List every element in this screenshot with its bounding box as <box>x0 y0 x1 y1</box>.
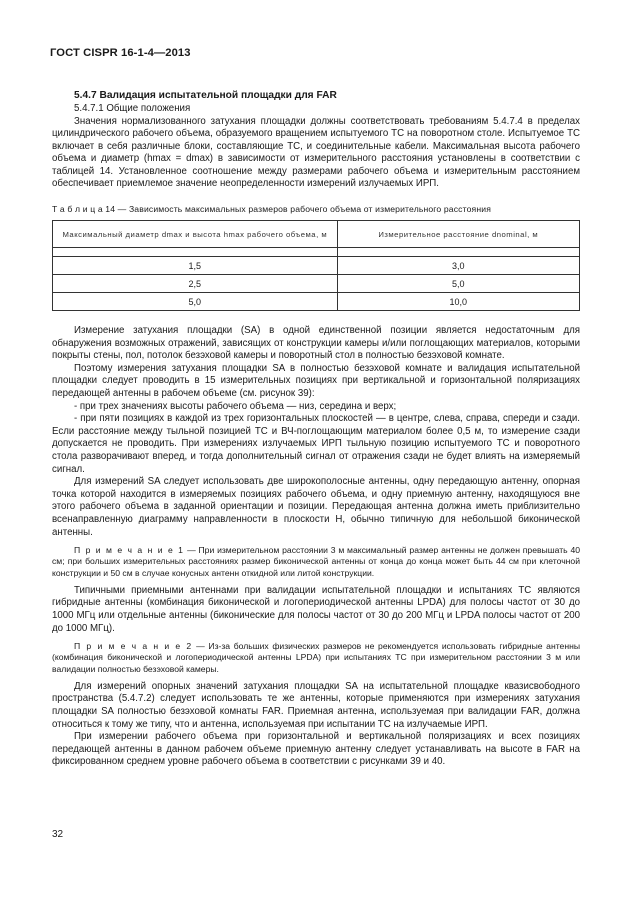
table-cell-diameter: 5,0 <box>53 293 338 311</box>
paragraph-antennas: Для измерений SA следует использовать две широкополосные антенны, одну передающую антенну, опорная точка которой находится в измеряемых позициях рабочего объема, и одну приемную антенну, находящуюся вне этого рабочего объема в заданной ориентации и позиции. Передающая антенна должна иметь приблизительно всенаправленную диаграмму направленности в плоскости H, обычно типичную для небольшой биконической антенны. <box>52 476 580 538</box>
note-2-label: П р и м е ч а н и е 2 <box>74 641 193 652</box>
table-gap-row <box>53 248 580 257</box>
subsection-title: 5.4.7.1 Общие положения <box>74 103 191 114</box>
spacer <box>52 80 580 89</box>
bullet-positions: - при пяти позициях в каждой из трех горизонтальных плоскостей — в центре, слева, справа, спереди и сзади. Если расстояние между тыльной позицией ТС и ВЧ-поглощающим материалом более 0,5 м, то измерение сзади допускается не проводить. При измерениях излучаемых ИРП тыльную позицию испытуемого ТС и поворотного стола разворачивают вперед, и тогда дополнительный сигнал от отражения сзади не будет влиять на измеряемый сигнал. <box>52 413 580 475</box>
table-header-distance: Измерительное расстояние dnominal, м <box>337 221 579 248</box>
table-cell-distance: 10,0 <box>337 293 579 311</box>
table-caption: Т а б л и ц а 14 — Зависимость максимальных размеров рабочего объема от измерительного расстояния <box>52 204 491 215</box>
table-cell-diameter: 1,5 <box>53 257 338 275</box>
note-1-label: П р и м е ч а н и е 1 <box>74 545 185 556</box>
paragraph-sa-15-positions: Поэтому измерения затухания площадки SA в полностью безэховой комнате и валидация испытательной площадки следует проводить в 15 измерительных позициях при вертикальной и горизонтальной поляризациях передающей антенны в рабочем объеме (см. рисунок 39): <box>52 362 580 400</box>
paragraph-reference-values: Для измерений опорных значений затухания площадки SA на испытательной площадке квазисвободного пространства (5.4.7.2) следует использовать те же антенны, которые применяются при измерениях затухания площадки SA полностью безэховой комнаты FAR. Приемная антенна, используемая при валидации FAR, должна относиться к тому же типу, что и антенна, используемая при испытании ТС на излучаемые ИРП. <box>52 680 580 730</box>
document-header: ГОСТ CISPR 16-1-4—2013 <box>50 47 191 59</box>
paragraph-receiving-antennas: Типичными приемными антеннами при валидации испытательной площадки и испытаниях ТС являются гибридные антенны (комбинация биконической и логопериодической антенны LPDA) для полосы частот от 30 до 1000 МГц или отдельные антенны (биконические для полосы частот от 30 до 200 МГц и LPDA полосы частот от 200 до 1000 МГц). <box>52 584 580 634</box>
page-number: 32 <box>52 829 64 840</box>
bullet-heights: - при трех значениях высоты рабочего объема — низ, середина и верх; <box>74 400 397 412</box>
table-row <box>53 257 580 275</box>
section-title: 5.4.7 Валидация испытательной площадки для FAR <box>74 90 337 101</box>
spacer <box>52 311 580 325</box>
note-1 <box>52 545 580 579</box>
note-1-text: — При измерительном расстоянии 3 м максимальный размер антенны не должен превышать 40 см; при больших измерительных расстояниях размер биконической антенны от конца до конца может быть 44 см при клеточной конструкции и 50 см в случае конусных антенн откидной или литой конструкции. <box>52 545 581 578</box>
page-content <box>52 80 580 769</box>
paragraph-sa-single-position: Измерение затухания площадки (SA) в одной единственной позиции является недостаточным для обнаружения возможных отражений, зависящих от конструкции камеры и/или поглощающих материалов, которыми покрыты стены, пол, потолок безэховой камеры и поворотный стол в полностью безэховой комнате. <box>52 325 580 362</box>
intro-paragraph: Значения нормализованного затухания площадки должны соответствовать требованиям 5.4.7.4 в пределах цилиндрического рабочего объема, образуемого вращением испытуемого ТС на поворотном столе. Испытуемое ТС включает в себя различные блоки, составляющие ТС, и соединительные кабели. Максимальная высота рабочего объема и диаметр (hmax = dmax) в зависимости от измерительного расстояния установлены в соответствии с таблицей 14. Установленное соотношение между размерами рабочего объема и измерительным расстоянием обеспечивает приемлемое значение неопределенности измерений излучаемых ИРП. <box>52 115 580 190</box>
table-cell-distance: 5,0 <box>337 275 579 293</box>
note-2 <box>52 641 580 675</box>
note-2-text: — Из-за больших физических размеров не рекомендуется использовать гибридные антенны (комбинация биконической и логопериодической антенны LPDA) при испытаниях ТС при измерительном расстоянии 3 м или валидации полностью безэховой камеры. <box>52 641 580 674</box>
distance-table <box>52 220 580 311</box>
table-row <box>53 293 580 311</box>
table-cell-distance: 3,0 <box>337 257 579 275</box>
paragraph-receiving-height: При измерении рабочего объема при горизонтальной и вертикальной поляризациях и всех позициях передающей антенны в данном рабочем объеме приемную антенну следует устанавливать на высоте в FAR на фиксированном среднем уровне рабочего объема в соответствии с рисунками 39 и 40. <box>52 731 580 768</box>
table-header-diameter: Максимальный диаметр dmax и высота hmax рабочего объема, м <box>53 221 338 248</box>
table-cell-diameter: 2,5 <box>53 275 338 293</box>
table-row <box>53 275 580 293</box>
